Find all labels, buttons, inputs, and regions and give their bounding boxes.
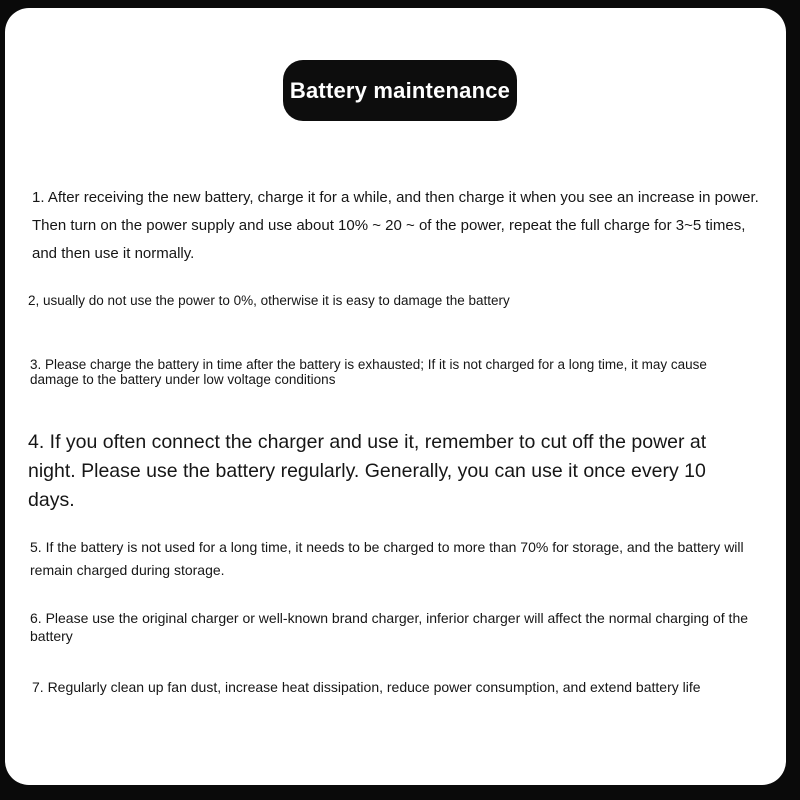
maintenance-item-6: 6. Please use the original charger or well-known brand charger, inferior charger will affect the normal charging of the battery <box>30 610 749 644</box>
maintenance-item-1: 1. After receiving the new battery, charge it for a while, and then charge it when you see an increase in power. Then turn on the power supply and use about 10% ~ 20 ~ of the power, repeat the full charge for 3~5 times, and then use it normally. <box>32 189 759 262</box>
maintenance-item-4: 4. If you often connect the charger and use it, remember to cut off the power at night. Please use the battery regularly. Generally, you can use it once every 10 days. <box>28 431 707 511</box>
content-card <box>5 8 786 785</box>
maintenance-item-2: 2, usually do not use the power to 0%, otherwise it is easy to damage the battery <box>28 293 510 308</box>
maintenance-item-3: 3. Please charge the battery in time after the battery is exhausted; If it is not charged for a long time, it may cause damage to the battery under low voltage conditions <box>30 357 707 387</box>
maintenance-item-5: 5. If the battery is not used for a long time, it needs to be charged to more than 70% for storage, and the battery will remain charged during storage. <box>30 539 744 578</box>
maintenance-item-7: 7. Regularly clean up fan dust, increase heat dissipation, reduce power consumption, and extend battery life <box>32 679 701 695</box>
title-badge <box>283 60 517 121</box>
page-title: Battery maintenance <box>289 77 511 103</box>
